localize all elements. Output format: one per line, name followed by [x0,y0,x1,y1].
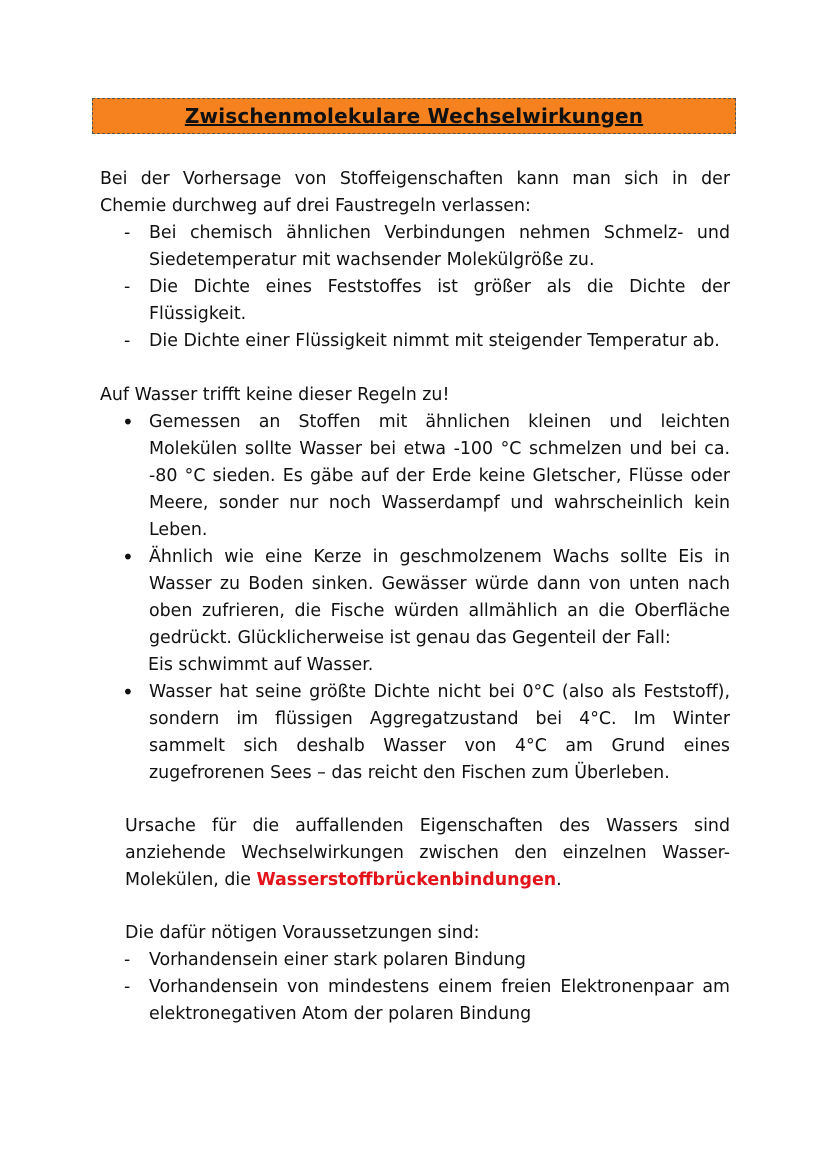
cause-paragraph: Ursache für die auffallenden Eigenschaften des Wassers sind anziehende Wechselwirkungen zwischen den einzelnen Wasser-Molekülen, die Wasserstoffbrückenbindungen. [125,816,730,890]
list-item: - Die Dichte eines Feststoffes ist größer als die Dichte der Flüssigkeit. [100,274,730,328]
title-banner [92,98,736,134]
list-item: - Bei chemisch ähnlichen Verbindungen nehmen Schmelz- und Siedetemperatur mit wachsender Molekülgröße zu. [100,220,730,274]
water-points-list-continued [100,679,730,787]
highlight-term: Wasserstoffbrückenbindungen [256,870,557,890]
requirements-list [100,947,730,1028]
rules-list [100,220,730,355]
dash-marker: - [124,977,131,997]
dash-marker: - [124,331,131,351]
water-points-list [100,409,730,652]
bullet-icon: • [122,680,134,704]
water-heading: Auf Wasser trifft keine dieser Regeln zu! [100,385,450,405]
bullet-icon: • [122,545,134,569]
document-body [100,166,730,1028]
dash-marker: - [124,277,131,297]
dash-marker: - [124,223,131,243]
list-item: • Gemessen an Stoffen mit ähnlichen kleinen und leichten Molekülen sollte Wasser bei etwa -100 °C schmelzen und bei ca. -80 °C sieden. Es gäbe auf der Erde keine Gletscher, Flüsse oder Meere, sonder nur noch Wasserdampf und wahrscheinlich kein Leben. [122,410,730,540]
list-item: • Ähnlich wie eine Kerze in geschmolzenem Wachs sollte Eis in Wasser zu Boden sinken. Gewässer würde dann von unten nach oben zufrieren, die Fische würden allmählich an die Oberfläche gedrückt. Glücklicherweise ist genau das Gegenteil der Fall: [122,545,730,648]
list-item: - Vorhandensein von mindestens einem freien Elektronenpaar am elektronegativen Atom der polaren Bindung [100,974,730,1028]
bullet-icon: • [122,410,134,434]
requirements-heading: Die dafür nötigen Voraussetzungen sind: [125,923,480,943]
page-title: Zwischenmolekulare Wechselwirkungen [184,104,644,128]
list-item: • Wasser hat seine größte Dichte nicht bei 0°C (also als Feststoff), sondern im flüssigen Aggregatzustand bei 4°C. Im Winter sammelt sich deshalb Wasser von 4°C am Grund eines zugefrorenen Sees – das reicht den Fischen zum Überleben. [122,680,730,783]
list-item: - Vorhandensein einer stark polaren Bindung [100,947,730,974]
intro-paragraph: Bei der Vorhersage von Stoffeigenschaften kann man sich in der Chemie durchweg auf drei Faustregeln verlassen: [100,169,730,216]
list-item: - Die Dichte einer Flüssigkeit nimmt mit steigender Temperatur ab. [100,328,730,355]
dash-marker: - [124,950,131,970]
ice-floats-line: Eis schwimmt auf Wasser. [148,655,374,675]
